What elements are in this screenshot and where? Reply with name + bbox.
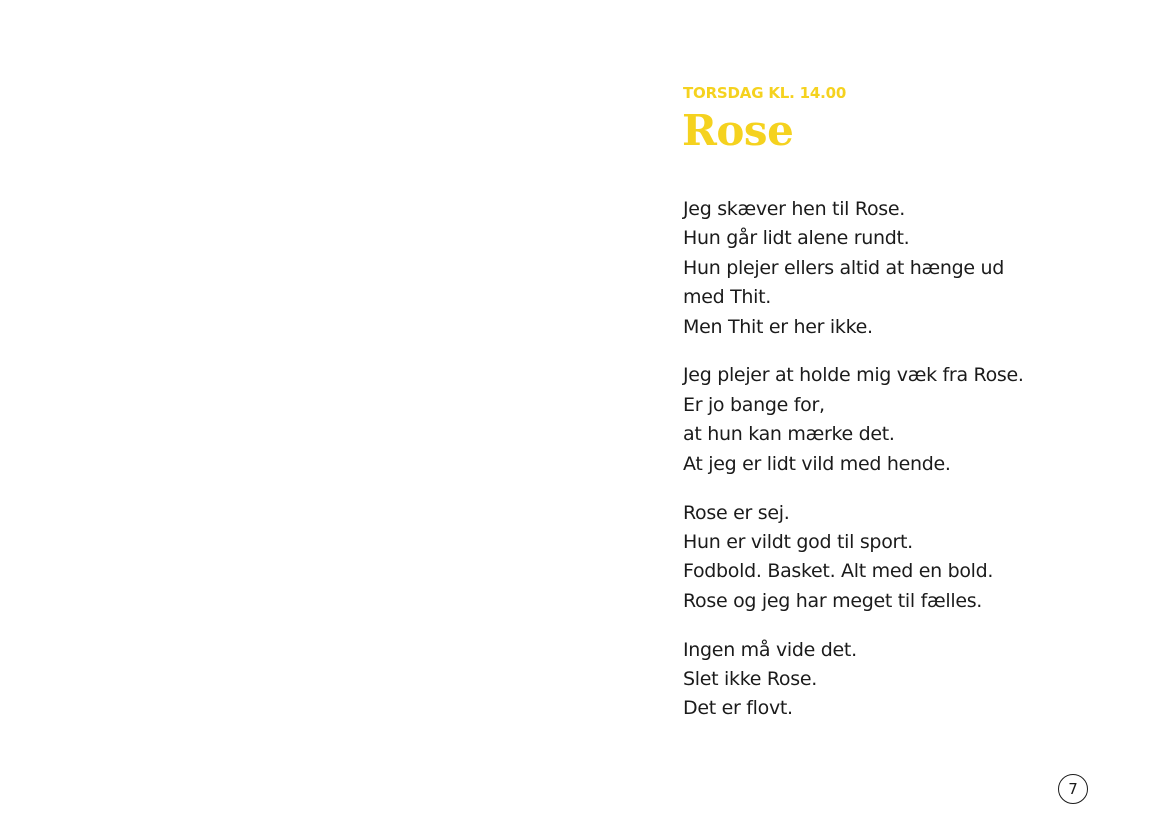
stanza-4 bbox=[683, 636, 1123, 724]
poem-line: Men Thit er her ikke. bbox=[683, 315, 873, 338]
poem-line: Hun er vildt god til sport. bbox=[683, 530, 913, 553]
poem-body bbox=[683, 195, 1123, 743]
poem-line: at hun kan mærke det. bbox=[683, 423, 895, 446]
stanza-2 bbox=[683, 361, 1123, 479]
poem-line: Hun plejer ellers altid at hænge ud bbox=[683, 256, 1004, 279]
chapter-time-label: TORSDAG KL. 14.00 bbox=[683, 84, 847, 102]
poem-line: Ingen må vide det. bbox=[683, 638, 857, 661]
poem-line: Rose er sej. bbox=[683, 501, 790, 524]
poem-line: Rose og jeg har meget til fælles. bbox=[683, 589, 983, 612]
page-number-badge: 7 bbox=[1058, 774, 1088, 804]
poem-line: Hun går lidt alene rundt. bbox=[683, 227, 910, 250]
poem-line: Jeg skæver hen til Rose. bbox=[683, 198, 905, 220]
poem-line: Jeg plejer at holde mig væk fra Rose. bbox=[683, 364, 1024, 387]
poem-line: At jeg er lidt vild med hende. bbox=[683, 452, 951, 475]
stanza-3 bbox=[683, 499, 1123, 617]
stanza-1 bbox=[683, 195, 1123, 342]
poem-line: med Thit. bbox=[683, 286, 772, 309]
poem-line: Er jo bange for, bbox=[683, 393, 825, 416]
poem-line: Slet ikke Rose. bbox=[683, 667, 817, 690]
poem-line: Det er flovt. bbox=[683, 697, 793, 720]
chapter-title: Rose bbox=[682, 106, 794, 155]
poem-line: Fodbold. Basket. Alt med en bold. bbox=[683, 560, 994, 583]
